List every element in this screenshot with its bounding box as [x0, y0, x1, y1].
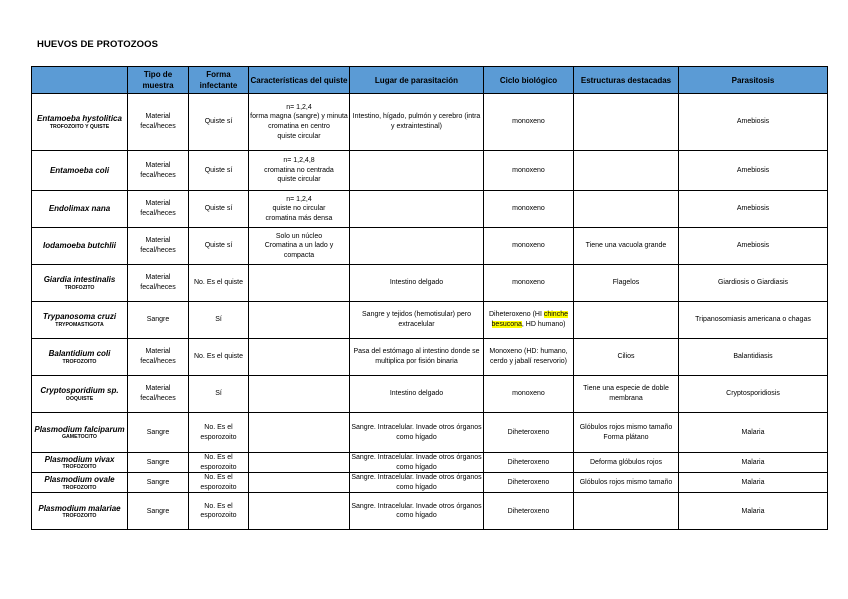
forma-infectante-cell: No. Es el quiste: [189, 339, 249, 376]
table-row: [32, 151, 828, 191]
header-cell-parasitosis: Parasitosis: [679, 67, 828, 94]
header-cell-estructuras: Estructuras destacadas: [574, 67, 679, 94]
caracteristicas-quiste-cell: Solo un núcleo Cromatina a un lado y compacta: [249, 228, 350, 265]
tipo-muestra-cell: Material fecal/heces: [128, 94, 189, 151]
parasitosis-cell: Amebiosis: [679, 191, 828, 228]
species-name: Balantidium coli: [48, 349, 111, 359]
estructuras-cell: [574, 191, 679, 228]
forma-infectante-cell: Quiste sí: [189, 228, 249, 265]
ciclo-biologico-cell: monoxeno: [484, 94, 574, 151]
table-row: [32, 493, 828, 530]
stage-label: GAMETOCITO: [62, 434, 97, 441]
ciclo-biologico-cell: Diheteroxeno (HI chinche besucona, HD humano): [484, 302, 574, 339]
tipo-muestra-cell: Material fecal/heces: [128, 191, 189, 228]
estructuras-cell: [574, 493, 679, 530]
table-row: [32, 413, 828, 453]
parasitosis-cell: Malaria: [679, 493, 828, 530]
species-cell: [32, 376, 128, 413]
tipo-muestra-cell: Material fecal/heces: [128, 339, 189, 376]
species-name: Trypanosoma cruzi: [42, 312, 117, 322]
estructuras-cell: Tiene una especie de doble membrana: [574, 376, 679, 413]
table-row: [32, 376, 828, 413]
caracteristicas-quiste-cell: n= 1,2,4 quiste no circular cromatina más densa: [249, 191, 350, 228]
species-name: Plasmodium ovale: [44, 474, 115, 484]
tipo-muestra-cell: Material fecal/heces: [128, 376, 189, 413]
caracteristicas-quiste-cell: [249, 493, 350, 530]
caracteristicas-quiste-cell: [249, 376, 350, 413]
ciclo-biologico-cell: Diheteroxeno: [484, 413, 574, 453]
tipo-muestra-cell: Sangre: [128, 473, 189, 493]
ciclo-biologico-cell: Diheteroxeno: [484, 453, 574, 473]
parasitosis-cell: Giardiosis o Giardiasis: [679, 265, 828, 302]
table-row: [32, 265, 828, 302]
lugar-parasitacion-cell: Sangre y tejidos (hemotisular) pero extracelular: [350, 302, 484, 339]
species-cell: [32, 151, 128, 191]
lugar-parasitacion-cell: [350, 228, 484, 265]
species-cell: [32, 339, 128, 376]
species-cell: [32, 265, 128, 302]
header-cell-lugar-parasitacion: Lugar de parasitación: [350, 67, 484, 94]
species-name: Plasmodium malariae: [38, 503, 121, 513]
lugar-parasitacion-cell: Sangre. Intracelular. Invade otros órganos como hígado: [350, 473, 484, 493]
species-name: Cryptosporidium sp.: [40, 386, 119, 396]
species-name: Iodamoeba butchlii: [43, 241, 116, 251]
header-cell-forma-infectante: Forma infectante: [189, 67, 249, 94]
table-row: [32, 453, 828, 473]
lugar-parasitacion-cell: Sangre. Intracelular. Invade otros órganos como hígado: [350, 453, 484, 473]
estructuras-cell: [574, 151, 679, 191]
table-row: [32, 228, 828, 265]
forma-infectante-cell: Quiste sí: [189, 191, 249, 228]
ciclo-biologico-cell: monoxeno: [484, 265, 574, 302]
ciclo-biologico-cell: monoxeno: [484, 228, 574, 265]
caracteristicas-quiste-cell: [249, 473, 350, 493]
parasitosis-cell: Malaria: [679, 453, 828, 473]
parasitosis-cell: Cryptosporidiosis: [679, 376, 828, 413]
stage-label: TROFOZOITO Y QUISTE: [49, 123, 110, 130]
header-cell-ciclo-biologico: Ciclo biológico: [484, 67, 574, 94]
species-name: Giardia intestinalis: [43, 275, 116, 285]
caracteristicas-quiste-cell: n= 1,2,4 forma magna (sangre) y minuta cromatina en centro quiste circular: [249, 94, 350, 151]
forma-infectante-cell: Quiste sí: [189, 94, 249, 151]
lugar-parasitacion-cell: [350, 191, 484, 228]
caracteristicas-quiste-cell: [249, 453, 350, 473]
estructuras-cell: Glóbulos rojos mismo tamaño Forma plátano: [574, 413, 679, 453]
highlighted-text: chinche besucona: [491, 311, 568, 328]
ciclo-biologico-cell: Diheteroxeno: [484, 473, 574, 493]
header-cell-tipo-muestra: Tipo de muestra: [128, 67, 189, 94]
tipo-muestra-cell: Sangre: [128, 453, 189, 473]
parasitosis-cell: Malaria: [679, 473, 828, 493]
lugar-parasitacion-cell: Sangre. Intracelular. Invade otros órganos como hígado: [350, 413, 484, 453]
species-cell: [32, 453, 128, 473]
caracteristicas-quiste-cell: [249, 265, 350, 302]
estructuras-cell: Tiene una vacuola grande: [574, 228, 679, 265]
caracteristicas-quiste-cell: [249, 339, 350, 376]
stage-label: TROFOZOITO: [62, 464, 97, 471]
species-cell: [32, 413, 128, 453]
tipo-muestra-cell: Sangre: [128, 302, 189, 339]
forma-infectante-cell: No. Es el esporozoito: [189, 413, 249, 453]
forma-infectante-cell: No. Es el esporozoito: [189, 493, 249, 530]
tipo-muestra-cell: Material fecal/heces: [128, 228, 189, 265]
species-name: Entamoeba hystolitica: [37, 114, 122, 124]
species-cell: [32, 302, 128, 339]
parasitosis-cell: Tripanosomiasis americana o chagas: [679, 302, 828, 339]
stage-label: TROFOZOITO: [62, 358, 97, 365]
forma-infectante-cell: Quiste sí: [189, 151, 249, 191]
ciclo-biologico-cell: Monoxeno (HD: humano, cerdo y jabalí reservorio): [484, 339, 574, 376]
lugar-parasitacion-cell: Intestino delgado: [350, 265, 484, 302]
species-name: Plasmodium falciparum: [34, 424, 125, 434]
tipo-muestra-cell: Sangre: [128, 413, 189, 453]
stage-label: OOQUISTE: [65, 395, 94, 402]
ciclo-biologico-cell: monoxeno: [484, 376, 574, 413]
caracteristicas-quiste-cell: [249, 413, 350, 453]
table-row: [32, 191, 828, 228]
species-cell: [32, 493, 128, 530]
species-name: Endolimax nana: [48, 204, 111, 214]
estructuras-cell: [574, 94, 679, 151]
species-cell: [32, 94, 128, 151]
tipo-muestra-cell: Material fecal/heces: [128, 151, 189, 191]
header-cell-species: [32, 67, 128, 94]
ciclo-biologico-cell: monoxeno: [484, 151, 574, 191]
lugar-parasitacion-cell: Intestino delgado: [350, 376, 484, 413]
lugar-parasitacion-cell: Pasa del estómago al intestino donde se multiplica por fisión binaria: [350, 339, 484, 376]
species-name: Plasmodium vivax: [44, 454, 115, 464]
caracteristicas-quiste-cell: n= 1,2,4,8 cromatina no centrada quiste circular: [249, 151, 350, 191]
ciclo-biologico-cell: Diheteroxeno: [484, 493, 574, 530]
parasitosis-cell: Malaria: [679, 413, 828, 453]
stage-label: TROFOZOITO: [62, 513, 97, 520]
page-title: HUEVOS DE PROTOZOOS: [37, 39, 159, 50]
stage-label: TROFOZOITO: [62, 484, 97, 491]
forma-infectante-cell: No. Es el esporozoito: [189, 453, 249, 473]
species-cell: [32, 228, 128, 265]
forma-infectante-cell: Sí: [189, 302, 249, 339]
estructuras-cell: [574, 302, 679, 339]
table-row: [32, 339, 828, 376]
parasitosis-cell: Amebiosis: [679, 151, 828, 191]
forma-infectante-cell: Sí: [189, 376, 249, 413]
parasitosis-cell: Amebiosis: [679, 94, 828, 151]
species-cell: [32, 473, 128, 493]
parasitosis-cell: Amebiosis: [679, 228, 828, 265]
ciclo-biologico-cell: monoxeno: [484, 191, 574, 228]
forma-infectante-cell: No. Es el quiste: [189, 265, 249, 302]
lugar-parasitacion-cell: Intestino, hígado, pulmón y cerebro (intra y extraintestinal): [350, 94, 484, 151]
header-row: [32, 67, 828, 94]
estructuras-cell: Glóbulos rojos mismo tamaño: [574, 473, 679, 493]
species-cell: [32, 191, 128, 228]
caracteristicas-quiste-cell: [249, 302, 350, 339]
forma-infectante-cell: No. Es el esporozoito: [189, 473, 249, 493]
tipo-muestra-cell: Sangre: [128, 493, 189, 530]
lugar-parasitacion-cell: [350, 151, 484, 191]
table-row: [32, 302, 828, 339]
tipo-muestra-cell: Material fecal/heces: [128, 265, 189, 302]
estructuras-cell: Flagelos: [574, 265, 679, 302]
species-name: Entamoeba coli: [49, 165, 110, 175]
lugar-parasitacion-cell: Sangre. Intracelular. Invade otros órganos como hígado: [350, 493, 484, 530]
stage-label: TROFOZITO: [64, 284, 95, 291]
stage-label: TRYPOMASTIGOTA: [55, 321, 104, 328]
table-row: [32, 473, 828, 493]
estructuras-cell: Cilios: [574, 339, 679, 376]
estructuras-cell: Deforma glóbulos rojos: [574, 453, 679, 473]
parasitosis-cell: Balantidiasis: [679, 339, 828, 376]
protozoa-table: [31, 66, 828, 530]
table-row: [32, 94, 828, 151]
header-cell-caracteristicas-quiste: Características del quiste: [249, 67, 350, 94]
